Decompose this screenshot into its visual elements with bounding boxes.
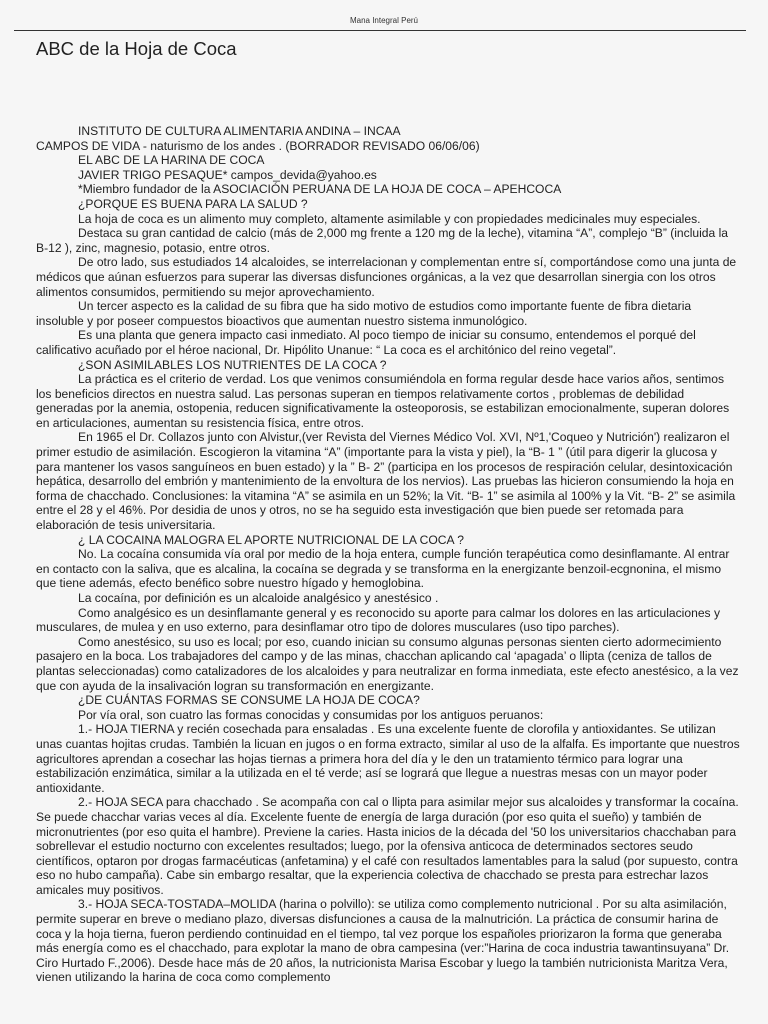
paragraph: Como anestésico, su uso es local; por eso, cuando inician su consumo algunas personas sienten cierto adormecimiento pasajero en la boca. Los trabajadores del campo y de las minas, chacchan aplicando cal ‘apagada’ o llipta (ceniza de tallos de plantas seleccionadas) como catalizadores de los alcaloides y para neutralizar en forma inmediata, este efecto anestésico, a la vez que con ayuda de la insalivación logran su transformación en energizante. [36, 634, 739, 693]
paragraph: ¿PORQUE ES BUENA PARA LA SALUD ? [78, 196, 308, 211]
site-header: Mana Integral Perú [349, 16, 419, 25]
paragraph: De otro lado, sus estudiados 14 alcaloides, se interrelacionan y complementan entre sí, comportándose como una junta de médicos que aúnan esfuerzos para superar las diversas disfunciones orgánicas, a la vez que desarrollan sinergia con los otros alimentos consumidos, permitiendo su mejor aprovechamiento. [36, 255, 737, 299]
paragraph: Destaca su gran cantidad de calcio (más de 2,000 mg frente a 120 mg de la leche), vitamina “A”, complejo “B” (incluida la B-12 ), zinc, magnesio, potasio, entre otros. [36, 226, 729, 255]
paragraph: JAVIER TRIGO PESAQUE* campos_devida@yahoo.es [78, 167, 377, 182]
paragraph: ¿ LA COCAINA MALOGRA EL APORTE NUTRICIONAL DE LA COCA ? [78, 532, 464, 547]
paragraph: Como analgésico es un desinflamante general y es reconocido su aporte para calmar los dolores en las articulaciones y musculares, de mulea y en uso externo, para desinflamar otro tipo de dolores musculares (uso tipo parches). [36, 605, 720, 635]
paragraph: La hoja de coca es un alimento muy completo, altamente asimilable y con propiedades medicinales muy especiales. [78, 211, 701, 226]
paragraph: 3.- HOJA SECA-TOSTADA–MOLIDA (harina o polvillo): se utiliza como complemento nutricional . Por su alta asimilación, permite superar en breve o mediano plazo, diversas disfunciones a causa de la malnutrición. La práctica de consumir harina de coca y la hoja tierna, fueron perdiendo continuidad en el tiempo, tal vez porque los españoles priorizaron la forma que generaba más energía como es el chacchado, para explotar la mano de obra campesina (ver:”Harina de coca industria tawantinsuyana” Dr. Ciro Hurtado F.,2006). Desde hace más de 20 años, la nutricionista Marisa Escobar y luego la también nutricionista Maritza Vera, vienen utilizando la harina de coca como complemento [36, 897, 730, 985]
paragraph: La práctica es el criterio de verdad. Los que venimos consumiéndola en forma regular desde hace varios años, sentimos los beneficios directos en nuestra salud. Las personas superan en tiempos relativamente cortos , problemas de debilidad generadas por la anemia, ostopenia, reducen significativamente la osteoporosis, se estabilizan emocionalmente, superan dolores en articulaciones, aumentan su resistencia física, entre otros. [36, 372, 730, 430]
header-divider [14, 30, 746, 31]
paragraph: Por vía oral, son cuatro las formas conocidas y consumidas por los antiguos peruanos: [78, 707, 544, 722]
paragraph: 2.- HOJA SECA para chacchado . Se acompaña con cal o llipta para asimilar mejor sus alcaloides y transformar la cocaína. Se puede chacchar varias veces al día. Excelente fuente de energía de larga duración (por eso quita el sueño) y también de micronutrientes (por eso quita el hambre). Previene la caries. Hasta inicios de la década del '50 los universitarios chacchaban para sobrellevar el estudio nocturno con excelentes resultados; luego, por la ofensiva anticoca de determinados sectores seudo científicos, optaron por drogas farmacéuticas (anfetamina) y el café con resultados lamentables para la salud (por supuesto, contra eso no hubo campaña). Cabe sin embargo resaltar, que la experiencia colectiva de chacchado se presta para estrechar lazos amicales muy positivos. [36, 795, 739, 897]
paragraph: En 1965 el Dr. Collazos junto con Alvistur,(ver Revista del Viernes Médico Vol. XVI, Nº1,'Coqueo y Nutrición') realizaron el primer estudio de asimilación. Escogieron la vitamina “A” (importante para la vista y piel), la “B- 1 ” (útil para digerir la glucosa y para mantener los vasos sanguíneos en buen estado) y la ” B- 2” (participa en los procesos de respiración celular, desintoxicación hepática, desarrollo del embrión y mantenimiento de la envoltura de los nervios). Las pruebas las hicieron consumiendo la hoja en forma de chacchado. Conclusiones: la vitamina “A” se asimila en un 52%; la Vit. “B- 1” se asimila al 100% y la Vit. “B- 2” se asimila entre el 28 y el 46%. Por desidia de unos y otros, no se ha seguido esta investigación que bien puede ser retomada para elaboración de tesis universitaria. [36, 430, 736, 533]
paragraph: INSTITUTO DE CULTURA ALIMENTARIA ANDINA – INCAA [78, 124, 401, 138]
paragraph: ¿DE CUÁNTAS FORMAS SE CONSUME LA HOJA DE COCA? [78, 693, 420, 708]
paragraph: 1.- HOJA TIERNA y recién cosechada para ensaladas . Es una excelente fuente de clorofila y antioxidantes. Se utilizan unas cuantas hojitas crudas. También la licuan en jugos o en forma extracto, similar al uso de la alfalfa. Es importante que nuestros agricultores aprendan a cosechar las hojas tiernas a primera hora del día y le den un tratamiento térmico para lograr una estabilización enzimática, similar a la utilizada en el té verde; así se logrará que llegue a nuestras mesas con un mayor poder antioxidante. [36, 722, 740, 795]
paragraph: EL ABC DE LA HARINA DE COCA [78, 153, 265, 168]
document-body [36, 124, 742, 985]
paragraph: ¿SON ASIMILABLES LOS NUTRIENTES DE LA COCA ? [78, 357, 387, 372]
paragraph: La cocaína, por definición es un alcaloide analgésico y anestésico . [78, 591, 439, 605]
paragraph: CAMPOS DE VIDA - naturismo de los andes . (BORRADOR REVISADO 06/06/06) [36, 138, 480, 153]
paragraph: No. La cocaína consumida vía oral por medio de la hoja entera, cumple función terapéutica como desinflamante. Al entrar en contacto con la saliva, que es alcalina, la cocaína se degrada y se transforma en la energizante benzoil-ecgnonina, el mismo que tiene además, efecto benéfico sobre nuestro hígado y hemoglobina. [36, 547, 730, 591]
paragraph: Es una planta que genera impacto casi inmediato. Al poco tiempo de iniciar su consumo, entendemos el porqué del calificativo acuñado por el héroe nacional, Dr. Hipólito Unanue: “ La coca es el architónico del reino vegetal”. [36, 328, 696, 357]
paragraph: *Miembro fundador de la ASOCIACIÓN PERUANA DE LA HOJA DE COCA – APEHCOCA [78, 182, 562, 197]
paragraph: Un tercer aspecto es la calidad de su fibra que ha sido motivo de estudios como importante fuente de fibra dietaria insoluble y por poseer compuestos bioactivos que aumentan nuestro sistema inmunológico. [36, 299, 692, 328]
document-title: ABC de la Hoja de Coca [36, 38, 237, 59]
